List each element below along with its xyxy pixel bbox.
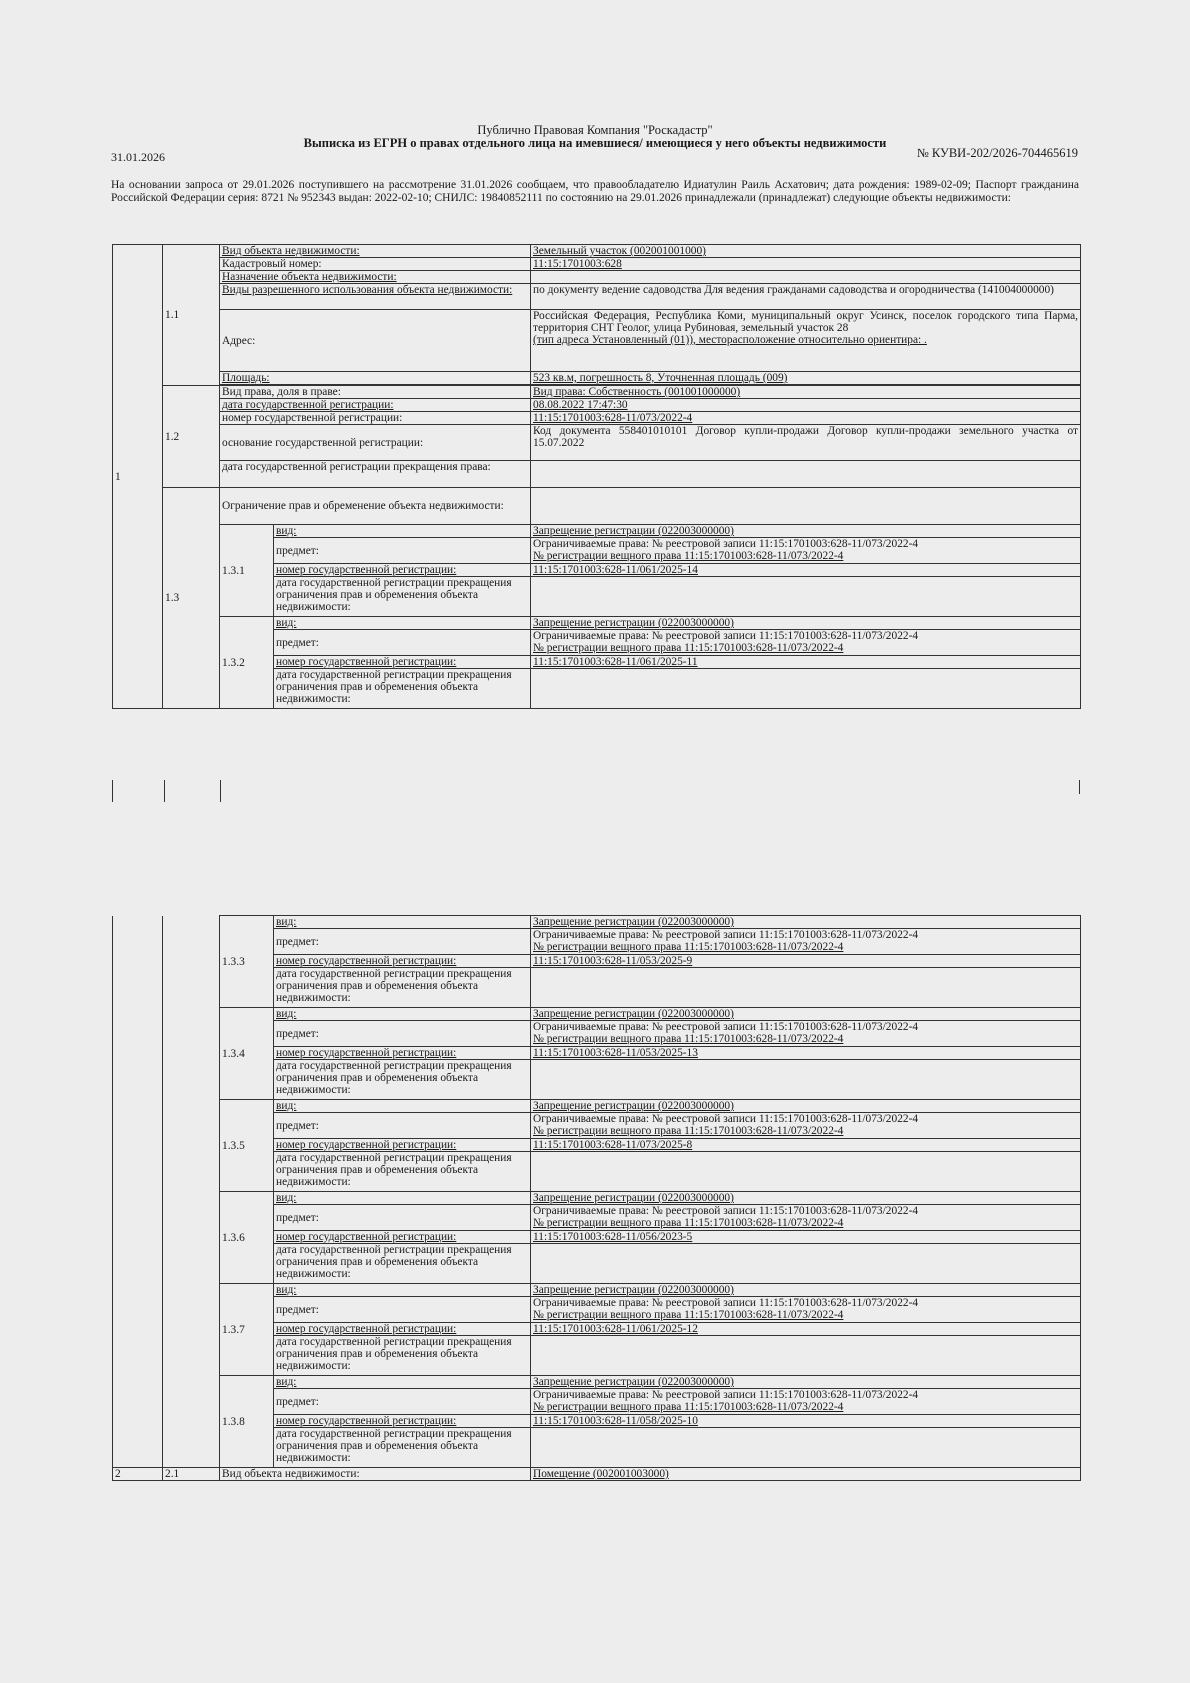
restriction-row: 1.3.5 вид: Запрещение регистрации (022003000000) <box>113 1100 1081 1113</box>
restriction-subject-value: Ограничиваемые права: № реестровой записи 11:15:1701003:628-11/073/2022-4 № регистрации вещного права 11:15:1701003:628-11/073/2022-4 <box>531 630 1081 656</box>
restriction-type-value: Запрещение регистрации (022003000000) <box>531 617 1081 630</box>
restriction-number: 1.3.7 <box>220 1284 274 1376</box>
object-type-value: Помещение (002001003000) <box>531 1468 1081 1481</box>
restriction-regnum-value: 11:15:1701003:628-11/061/2025-14 <box>531 564 1081 577</box>
restriction-enddate-label: дата государственной регистрации прекращения ограничения прав и обременения объекта недвижимости: <box>274 577 531 617</box>
restriction-row: 1.3.2 вид: Запрещение регистрации (022003000000) <box>113 617 1081 630</box>
registration-basis-value: Код документа 558401010101 Договор купли-продажи Договор купли-продажи земельного участка от 15.07.2022 <box>531 425 1081 461</box>
restriction-regnum-value: 11:15:1701003:628-11/061/2025-11 <box>531 656 1081 669</box>
restriction-enddate-label: дата государственной регистрации прекращения ограничения прав и обременения объекта недвижимости: <box>274 669 531 709</box>
restriction-subject-value: Ограничиваемые права: № реестровой записи 11:15:1701003:628-11/073/2022-4 № регистрации вещного права 11:15:1701003:628-11/073/2022-4 <box>531 1389 1081 1415</box>
object-type-value: Земельный участок (002001001000) <box>531 245 1081 258</box>
intro-paragraph: На основании запроса от 29.01.2026 поступившего на рассмотрение 31.01.2026 сообщаем, что правообладателю Идиатулин Раиль Асхатович; дата рождения: 1989-02-09; Паспорт гражданина Российской Федерации серия: 8721 № 952343 выдан: 2022-02-10; СНИЛС: 19840852111 по состоянию на 29.01.2026 принадлежали (принадлежат) следующие объекты недвижимости: <box>111 179 1079 204</box>
address-value: Российская Федерация, Республика Коми, муниципальный округ Усинск, поселок городского типа Парма, территория СНТ Геолог, улица Рубиновая, земельный участок 28 (тип адреса Установленный (01)), месторасположение относительно ориентира: . <box>531 310 1081 372</box>
section-number: 2.1 <box>163 1468 220 1481</box>
restriction-regnum-value: 11:15:1701003:628-11/053/2025-9 <box>531 955 1081 968</box>
restriction-type-value: Запрещение регистрации (022003000000) <box>531 916 1081 929</box>
restriction-type-value: Запрещение регистрации (022003000000) <box>531 1284 1081 1297</box>
restriction-type-value: Запрещение регистрации (022003000000) <box>531 1008 1081 1021</box>
restriction-row: 1.3.6 вид: Запрещение регистрации (022003000000) <box>113 1192 1081 1205</box>
restriction-subject-value: Ограничиваемые права: № реестровой записи 11:15:1701003:628-11/073/2022-4 № регистрации вещного права 11:15:1701003:628-11/073/2022-4 <box>531 929 1081 955</box>
restriction-subject-value: Ограничиваемые права: № реестровой записи 11:15:1701003:628-11/073/2022-4 № регистрации вещного права 11:15:1701003:628-11/073/2022-4 <box>531 1021 1081 1047</box>
object-number: 2 <box>113 1468 163 1481</box>
restriction-subject-value: Ограничиваемые права: № реестровой записи 11:15:1701003:628-11/073/2022-4 № регистрации вещного права 11:15:1701003:628-11/073/2022-4 <box>531 1297 1081 1323</box>
restriction-subject-value: Ограничиваемые права: № реестровой записи 11:15:1701003:628-11/073/2022-4 № регистрации вещного права 11:15:1701003:628-11/073/2022-4 <box>531 1205 1081 1231</box>
restriction-subject-value: Ограничиваемые права: № реестровой записи 11:15:1701003:628-11/073/2022-4 № регистрации вещного права 11:15:1701003:628-11/073/2022-4 <box>531 1113 1081 1139</box>
permitted-use-value: по документу ведение садоводства Для ведения гражданами садоводства и огородничества (141004000000) <box>531 284 1081 310</box>
restriction-number: 1.3.2 <box>220 617 274 709</box>
restrictions-heading: Ограничение прав и обременение объекта недвижимости: <box>220 488 531 525</box>
document-number: № КУВИ-202/2026-704465619 <box>916 146 1078 160</box>
cadastral-number-value: 11:15:1701003:628 <box>531 258 1081 271</box>
restriction-enddate-label: дата государственной регистрации прекращения ограничения прав и обременения объекта недвижимости: <box>274 1244 531 1284</box>
restriction-row: 1.3.3 вид: Запрещение регистрации (022003000000) <box>113 916 1081 929</box>
property-table-part-1: 1 1.1 Вид объекта недвижимости: Земельный участок (002001001000) Кадастровый номер: 11:15:1701003:628 Назначение объекта недвижимости: Виды разрешенного использования объекта недвижимости: по документу ведение садоводства Для ведения гражданами садоводства и огородничества (141004000000) Адрес: Российская Федерация, Республика Коми, муниципальный округ Усинск, поселок городского типа Парма, территория СНТ Геолог, улица Рубиновая, земельный участок 28 (тип адреса Установленный (01)), месторасположение относительно ориентира: . Площадь: 523 кв.м, погрешность 8, Уточненная площадь (009) 1.2 Вид права, доля в праве: Вид права: Собственность (001001000000) дата государственной регистрации: 08.08.2022 17:47:30 номер государственной регистрации: 11:15:1701003:628-11/073/2022-4 основание государственной регистрации: Код документа 558401010101 Договор купли-продажи Договор купли-продажи земельного участка от 15.07.2022 дата государственной регистрации прекращения права: 1.3 Ограничение прав и обременение объекта недвижимости: 1.3.1 вид: Запрещение регистрации (022003000000) предмет: Ограничиваемые права: № реестровой записи 11:15:1701003:628-11/073/2022-4 № регистрации вещного права 11:15:1701003:628-11/073/2022-4 номер государственной регистрации: 11:15:1701003:628-11/061/2025-14 дата государственной регистрации прекращения ограничения прав и обременения объекта недвижимости: 1.3.2 вид: Запрещение регистрации (022003000000) предмет: Ограничиваемые права: № реестровой записи 11:15:1701003:628-11/073/2022-4 № регистрации вещного права 11:15:1701003:628-11/073/2022-4 номер государственной регистрации: 11:15:1701003:628-11/061/2025-11 дата государственной регистрации прекращения ограничения прав и обременения объекта недвижимости: <box>112 244 1081 709</box>
section-number: 1.2 <box>163 386 220 488</box>
restriction-number: 1.3.6 <box>220 1192 274 1284</box>
restriction-row: 1.3.1 вид: Запрещение регистрации (022003000000) <box>113 525 1081 538</box>
restriction-enddate-label: дата государственной регистрации прекращения ограничения прав и обременения объекта недвижимости: <box>274 1428 531 1468</box>
restriction-enddate-label: дата государственной регистрации прекращения ограничения прав и обременения объекта недвижимости: <box>274 1336 531 1376</box>
restriction-type-value: Запрещение регистрации (022003000000) <box>531 1376 1081 1389</box>
area-value: 523 кв.м, погрешность 8, Уточненная площадь (009) <box>531 372 1081 385</box>
restriction-type-value: Запрещение регистрации (022003000000) <box>531 1100 1081 1113</box>
restriction-type-value: Запрещение регистрации (022003000000) <box>531 1192 1081 1205</box>
restriction-enddate-label: дата государственной регистрации прекращения ограничения прав и обременения объекта недвижимости: <box>274 1152 531 1192</box>
property-table-part-2: 1.3.3 вид: Запрещение регистрации (022003000000) предмет: Ограничиваемые права: № реестровой записи 11:15:1701003:628-11/073/2022-4 № регистрации вещного права 11:15:1701003:628-11/073/2022-4 номер государственной регистрации: 11:15:1701003:628-11/053/2025-9 дата государственной регистрации прекращения ограничения прав и обременения объекта недвижимости: 1.3.4 вид: Запрещение регистрации (022003000000) предмет: Ограничиваемые права: № реестровой записи 11:15:1701003:628-11/073/2022-4 № регистрации вещного права 11:15:1701003:628-11/073/2022-4 номер государственной регистрации: 11:15:1701003:628-11/053/2025-13 дата государственной регистрации прекращения ограничения прав и обременения объекта недвижимости: 1.3.5 вид: Запрещение регистрации (022003000000) предмет: Ограничиваемые права: № реестровой записи 11:15:1701003:628-11/073/2022-4 № регистрации вещного права 11:15:1701003:628-11/073/2022-4 номер государственной регистрации: 11:15:1701003:628-11/073/2025-8 дата государственной регистрации прекращения ограничения прав и обременения объекта недвижимости: 1.3.6 вид: Запрещение регистрации (022003000000) предмет: Ограничиваемые права: № реестровой записи 11:15:1701003:628-11/073/2022-4 № регистрации вещного права 11:15:1701003:628-11/073/2022-4 номер государственной регистрации: 11:15:1701003:628-11/056/2023-5 дата государственной регистрации прекращения ограничения прав и обременения объекта недвижимости: 1.3.7 вид: Запрещение регистрации (022003000000) предмет: Ограничиваемые права: № реестровой записи 11:15:1701003:628-11/073/2022-4 № регистрации вещного права 11:15:1701003:628-11/073/2022-4 номер государственной регистрации: 11:15:1701003:628-11/061/2025-12 дата государственной регистрации прекращения ограничения прав и обременения объекта недвижимости: 1.3.8 вид: Запрещение регистрации (022003000000) предмет: Ограничиваемые права: № реестровой записи 11:15:1701003:628-11/073/2022-4 № регистрации вещного права 11:15:1701003:628-11/073/2022-4 номер государственной регистрации: 11:15:1701003:628-11/058/2025-10 дата государственной регистрации прекращения ограничения прав и обременения объекта недвижимости: 2 2.1 Вид объекта недвижимости: Помещение (002001003000) <box>112 915 1081 1481</box>
restriction-number: 1.3.5 <box>220 1100 274 1192</box>
restriction-regnum-value: 11:15:1701003:628-11/073/2025-8 <box>531 1139 1081 1152</box>
restriction-row: 1.3.8 вид: Запрещение регистрации (022003000000) <box>113 1376 1081 1389</box>
restriction-number: 1.3.4 <box>220 1008 274 1100</box>
restriction-row: 1.3.7 вид: Запрещение регистрации (022003000000) <box>113 1284 1081 1297</box>
document-date: 31.01.2026 <box>111 150 165 164</box>
restriction-enddate-label: дата государственной регистрации прекращения ограничения прав и обременения объекта недвижимости: <box>274 968 531 1008</box>
restriction-regnum-value: 11:15:1701003:628-11/061/2025-12 <box>531 1323 1081 1336</box>
restriction-number: 1.3.8 <box>220 1376 274 1468</box>
restriction-number: 1.3.3 <box>220 916 274 1008</box>
section-number: 1.3 <box>163 488 220 709</box>
registration-number-value: 11:15:1701003:628-11/073/2022-4 <box>531 412 1081 425</box>
right-type-value: Вид права: Собственность (001001000000) <box>531 386 1081 399</box>
restriction-regnum-value: 11:15:1701003:628-11/058/2025-10 <box>531 1415 1081 1428</box>
object-number: 1 <box>113 245 163 709</box>
restriction-number: 1.3.1 <box>220 525 274 617</box>
section-number: 1.1 <box>163 245 220 386</box>
organization-name: Публично Правовая Компания "Роскадастр" <box>477 123 713 137</box>
restriction-row: 1.3.4 вид: Запрещение регистрации (022003000000) <box>113 1008 1081 1021</box>
registration-date-value: 08.08.2022 17:47:30 <box>531 399 1081 412</box>
restriction-enddate-label: дата государственной регистрации прекращения ограничения прав и обременения объекта недвижимости: <box>274 1060 531 1100</box>
document-title: Выписка из ЕГРН о правах отдельного лица на имевшиеся/ имеющиеся у него объекты недвижимости <box>303 136 887 150</box>
restriction-regnum-value: 11:15:1701003:628-11/053/2025-13 <box>531 1047 1081 1060</box>
restriction-regnum-value: 11:15:1701003:628-11/056/2023-5 <box>531 1231 1081 1244</box>
restriction-type-value: Запрещение регистрации (022003000000) <box>531 525 1081 538</box>
restriction-subject-value: Ограничиваемые права: № реестровой записи 11:15:1701003:628-11/073/2022-4 № регистрации вещного права 11:15:1701003:628-11/073/2022-4 <box>531 538 1081 564</box>
